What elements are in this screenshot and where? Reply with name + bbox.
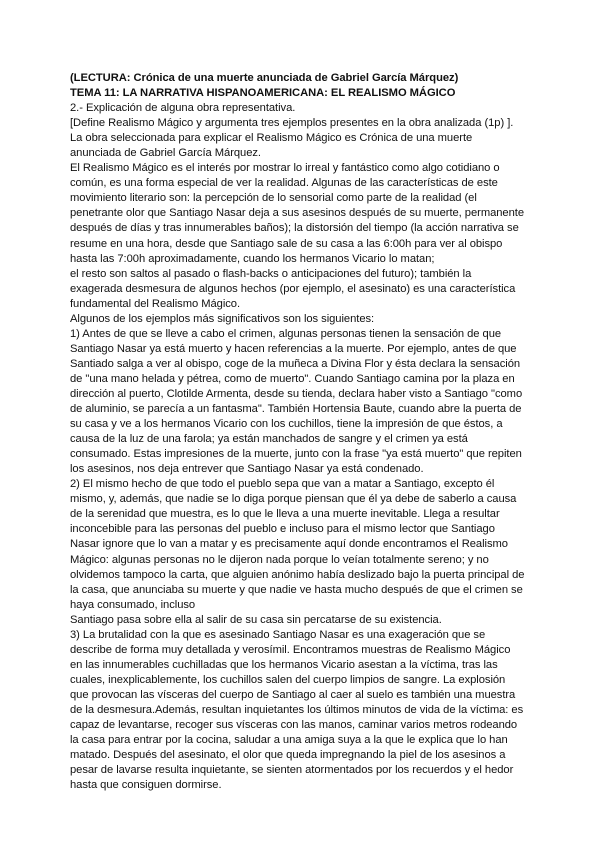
paragraph-line: Santiago pasa sobre ella al salir de su casa sin percatarse de su existencia. bbox=[70, 613, 442, 626]
paragraph-line: el resto son saltos al pasado o flash-backs o anticipaciones del futuro); también la bbox=[70, 267, 472, 280]
paragraph-line: haya consumado, incluso bbox=[70, 598, 196, 611]
paragraph-line: de la desmesura.Además, resultan inquietantes los últimos minutos de vida de la víctima: es bbox=[70, 703, 524, 716]
paragraph-line: movimiento literario son: la percepción de lo sensorial como parte de la realidad (el bbox=[70, 192, 477, 205]
paragraph-line: Santiago Nasar ya está muerto y hacen referencias a la muerte. Por ejemplo, antes de que bbox=[70, 342, 517, 355]
paragraph-line: mismo, y, además, que nadie se lo diga porque piensan que él ya debe de saberlo a causa bbox=[70, 493, 517, 506]
paragraph-line: de la serenidad que muestra, es lo que le lleva a una muerte inevitable. Llega a resultar bbox=[70, 508, 500, 521]
paragraph-line: anunciada de Gabriel García Márquez. bbox=[70, 147, 261, 160]
paragraph-line: consumado. Estas impresiones de la muerte, junto con la frase "ya está muerto" que repiten bbox=[70, 448, 522, 461]
paragraph-line: pesar de lavarse resulta inquietante, se sienten atormentados por los recuerdos y el hedor bbox=[70, 764, 514, 777]
paragraph-line: en las innumerables cuchilladas que los hermanos Vicario asestan a la víctima, tras las bbox=[70, 658, 498, 671]
paragraph-line: exagerada desmesura de algunos hechos (por ejemplo, el asesinato) es una característica bbox=[70, 282, 516, 295]
paragraph-line: capaz de levantarse, recoger sus vísceras con las manos, caminar varios metros rodeando bbox=[70, 719, 518, 732]
paragraph-line: inconcebible para las personas del pueblo e incluso para el mismo lector que Santiago bbox=[70, 523, 495, 536]
paragraph-line: 2) El mismo hecho de que todo el pueblo sepa que van a matar a Santiago, excepto él bbox=[70, 478, 495, 491]
paragraph-line: 3) La brutalidad con la que es asesinado Santiago Nasar es una exageración que se bbox=[70, 628, 486, 641]
paragraph-line: La obra seleccionada para explicar el Realismo Mágico es Crónica de una muerte bbox=[70, 132, 473, 145]
heading-line: (LECTURA: Crónica de una muerte anunciada de Gabriel García Márquez) bbox=[70, 72, 459, 84]
paragraph-line: penetrante olor que Santiago Nasar deja a sus asesinos después de su muerte, permanente bbox=[70, 207, 525, 220]
paragraph-line: 1) Antes de que se lleve a cabo el crimen, algunas personas tienen la sensación de que bbox=[70, 327, 502, 340]
paragraph-line: Mágico: algunas personas no le dijeron nada porque lo veían totalmente sereno; y no bbox=[70, 553, 489, 566]
paragraph-line: Santiado salga a ver al obispo, coge de la muñeca a Divina Flor y ésta declara la sensación bbox=[70, 357, 521, 370]
paragraph-line: la casa para entrar por la cocina, saludar a una amiga suya a la que le explica que lo han bbox=[70, 734, 508, 747]
paragraph-line: fundamental del Realismo Mágico. bbox=[70, 297, 241, 310]
paragraph-line: dirección al puerto, Clotilde Armenta, desde su tienda, declara haber visto a Santiago "como bbox=[70, 387, 523, 400]
paragraph-line: olvidemos tampoco la carta, que alguien anónimo había deslizado bajo la puerta principal de bbox=[70, 568, 525, 581]
paragraph-line: la casa, que anunciaba su muerte y que nadie ve hasta mucho después de que el crimen se bbox=[70, 583, 523, 596]
paragraph-line: [Define Realismo Mágico y argumenta tres ejemplos presentes en la obra analizada (1p) ]. bbox=[70, 117, 514, 130]
document-page bbox=[70, 71, 548, 793]
paragraph-line: su casa y ve a los hermanos Vicario con los cuchillos, tiene la impresión de que éstos, a bbox=[70, 418, 503, 431]
paragraph-line: Nasar ignore que lo van a matar y es precisamente aquí donde encontramos el Realismo bbox=[70, 538, 508, 551]
paragraph-line: que provocan las vísceras del cuerpo de Santiago al caer al suelo es también una muestra bbox=[70, 688, 516, 701]
paragraph-line: Algunos de los ejemplos más significativos son los siguientes: bbox=[70, 312, 375, 325]
paragraph-line: cuales, inexplicablemente, los cuchillos salen del cuerpo limpios de sangre. La explosión bbox=[70, 673, 506, 686]
paragraph-line: causa de la luz de una farola; ya están manchados de sangre y el crimen ya está bbox=[70, 433, 468, 446]
heading-line: TEMA 11: LA NARRATIVA HISPANOAMERICANA: EL REALISMO MÁGICO bbox=[70, 87, 456, 100]
paragraph-line: describe de forma muy detallada y verosímil. Encontramos muestras de Realismo Mágico bbox=[70, 643, 511, 656]
paragraph-line: de aluminio, se parecía a un fantasma". También Hortensia Baute, cuando abre la puerta de bbox=[70, 403, 522, 416]
paragraph-line: matado. Después del asesinato, el olor que queda impregnando la piel de los asesinos a bbox=[70, 749, 506, 762]
paragraph-line: hasta que consiguen dormirse. bbox=[70, 779, 222, 792]
paragraph-line: común, es una forma especial de ver la realidad. Algunas de las características de este bbox=[70, 177, 498, 190]
paragraph-line: los asesinos, nos deja entrever que Santiago Nasar ya está condenado. bbox=[70, 463, 424, 476]
paragraph-line: resume en una hora, desde que Santiago sale de su casa a las 6:00h para ver al obispo bbox=[70, 237, 503, 250]
paragraph-line: 2.- Explicación de alguna obra representativa. bbox=[70, 102, 296, 115]
paragraph-line: después de días y tras innumerables baños); la distorsión del tiempo (la acción narrativa se bbox=[70, 222, 519, 235]
paragraph-line: de "una mano helada y pétrea, como de muerto". Cuando Santiago camina por la plaza en bbox=[70, 372, 515, 385]
paragraph-line: El Realismo Mágico es el interés por mostrar lo irreal y fantástico como algo cotidiano o bbox=[70, 162, 500, 175]
paragraph-line: hasta las 7:00h aproximadamente, cuando los hermanos Vicario lo matan; bbox=[70, 252, 435, 265]
